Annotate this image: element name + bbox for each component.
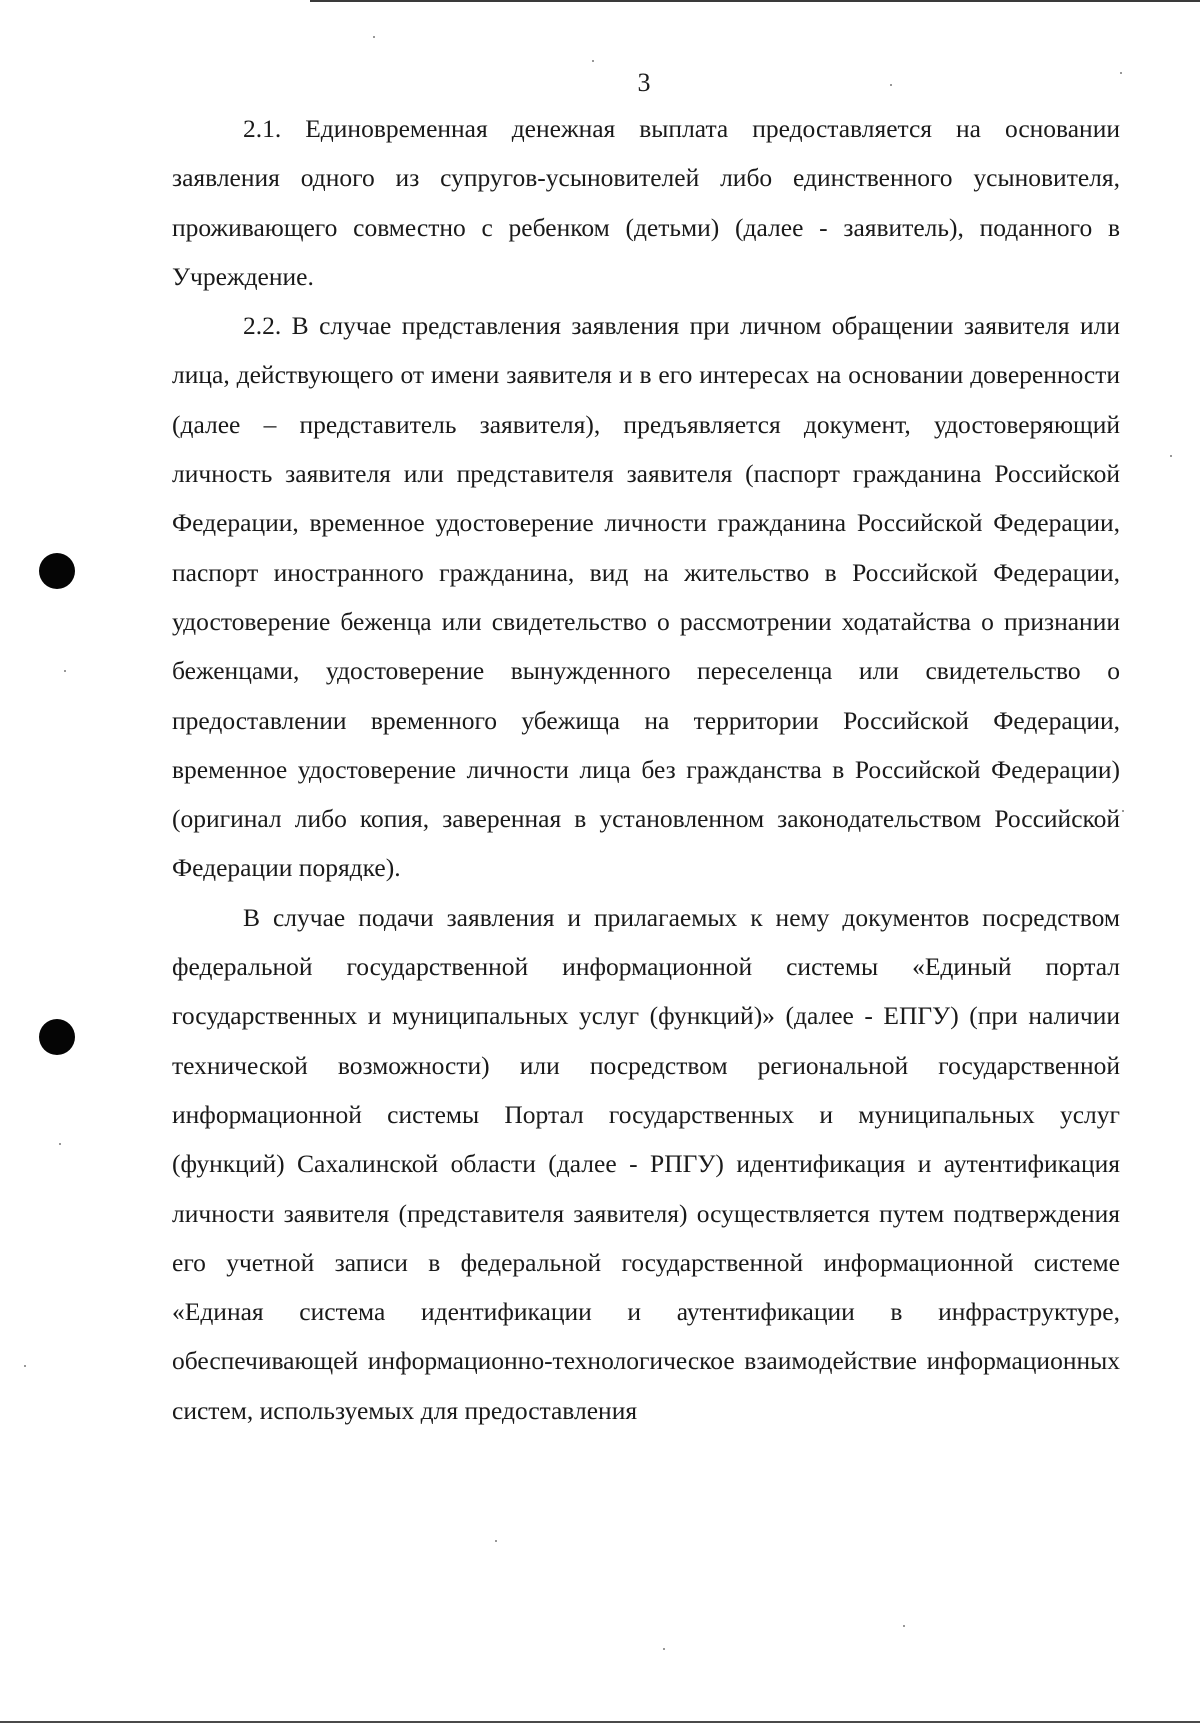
paragraph-epgu: В случае подачи заявления и прилагаемых к нему документов посредством федеральной государственной информационной системы «Единый портал государственных и муниципальных услуг (функций)» (далее - ЕПГУ) (при наличии технической возможности) или посредством региональной государственной информационной системы Портал государственных и муниципальных услуг (функций) Сахалинской области (далее - РПГУ) идентификация и аутентификация личности заявителя (представителя заявителя) осуществляется путем подтверждения его учетной записи в федеральной государственной информационной системе «Единая система идентификации и аутентификации в инфраструктуре, обеспечивающей информационно-технологическое взаимодействие информационных систем, используемых для предоставления	[172, 902, 1120, 1425]
punch-hole	[39, 553, 75, 589]
scan-bottom-edge	[0, 1721, 1200, 1723]
scan-speck	[64, 670, 66, 672]
scan-speck	[373, 36, 375, 38]
page-number: 3	[637, 68, 651, 97]
scan-speck	[663, 1648, 665, 1650]
scan-speck	[495, 1540, 497, 1542]
paragraph-2-1: 2.1. Единовременная денежная выплата предоставляется на основании заявления одного из супругов-усыновителей либо единственного усыновителя, проживающего совместно с ребенком (детьми) (далее - заявитель), поданного в Учреждение.	[172, 114, 1120, 291]
scan-speck	[59, 1143, 61, 1145]
scan-speck	[1122, 810, 1124, 812]
document-body	[172, 104, 1120, 1435]
scan-top-edge	[310, 0, 1200, 2]
scan-speck	[24, 1365, 26, 1367]
scan-speck	[1170, 455, 1172, 457]
punch-hole	[39, 1019, 75, 1055]
scan-speck	[903, 1625, 905, 1627]
scan-speck	[1120, 72, 1122, 74]
paragraph-2-2: 2.2. В случае представления заявления при личном обращении заявителя или лица, действующего от имени заявителя и в его интересах на основании доверенности (далее – представитель заявителя), предъявляется документ, удостоверяющий личность заявителя или представителя заявителя (паспорт гражданина Российской Федерации, временное удостоверение личности гражданина Российской Федерации, паспорт иностранного гражданина, вид на жительство в Российской Федерации, удостоверение беженца или свидетельство о рассмотрении ходатайства о признании беженцами, удостоверение вынужденного переселенца или свидетельство о предоставлении временного убежища на территории Российской Федерации, временное удостоверение личности лица без гражданства в Российской Федерации) (оригинал либо копия, заверенная в установленном законодательством Российской Федерации порядке).	[172, 311, 1120, 883]
scan-speck	[890, 84, 892, 86]
scan-speck	[592, 60, 594, 62]
